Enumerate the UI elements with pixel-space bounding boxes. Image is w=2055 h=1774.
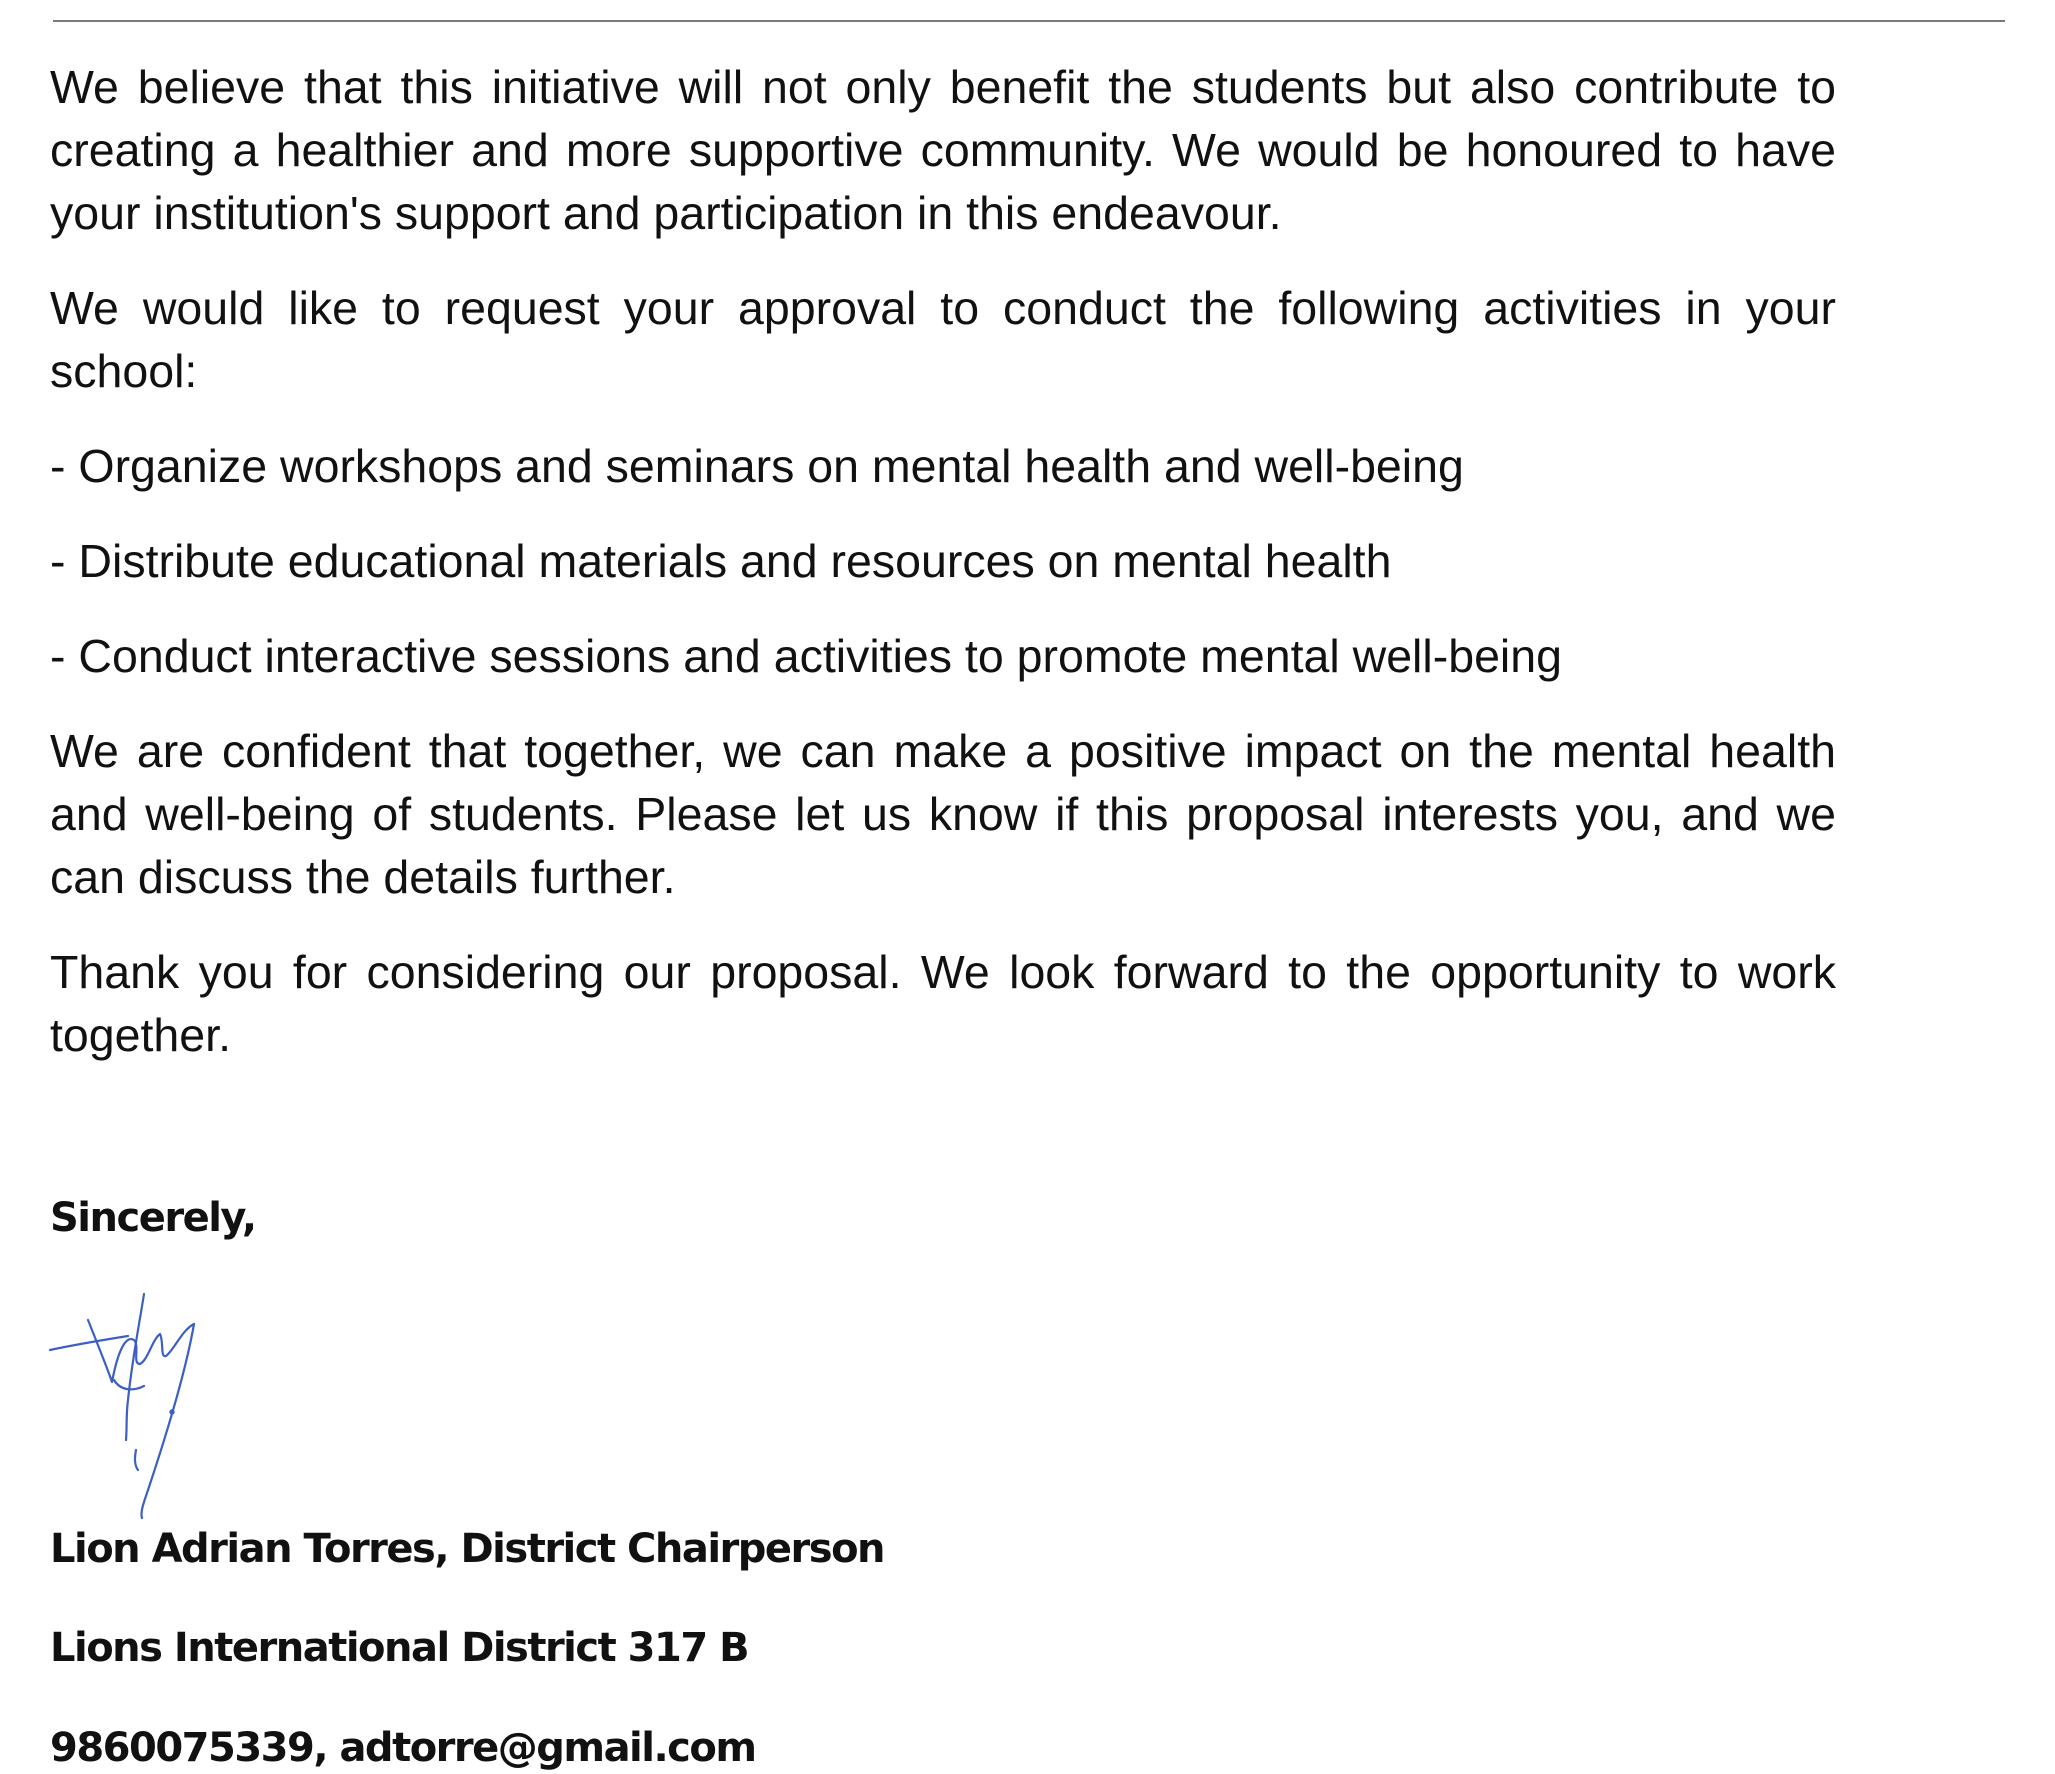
activity-item: - Organize workshops and seminars on mental health and well-being — [50, 440, 1464, 492]
activity-item: - Distribute educational materials and resources on mental health — [50, 535, 1392, 587]
signatory-organization: Lions International District 317 B — [50, 1625, 749, 1671]
paragraph-initiative: We believe that this initiative will not only benefit the students but also contribute to creating a healthier and more supportive community. We would be honoured to have your institution's support and participation in this endeavour. — [50, 61, 1836, 239]
activity-item: - Conduct interactive sessions and activities to promote mental well-being — [50, 630, 1562, 682]
handwritten-signature — [48, 1290, 228, 1520]
signatory-contact: 9860075339, adtorre@gmail.com — [50, 1725, 756, 1771]
paragraph-request: We would like to request your approval to conduct the following activities in your school: — [50, 282, 1836, 397]
letter-body — [50, 56, 1836, 1099]
paragraph-thanks: Thank you for considering our proposal. We look forward to the opportunity to work together. — [50, 946, 1836, 1061]
salutation: Sincerely, — [50, 1195, 256, 1241]
paragraph-confidence: We are confident that together, we can make a positive impact on the mental health and well-being of students. Please let us know if this proposal interests you, and we can discuss the details further. — [50, 725, 1836, 903]
top-divider — [53, 20, 2005, 22]
signatory-name-title: Lion Adrian Torres, District Chairperson — [50, 1526, 885, 1572]
